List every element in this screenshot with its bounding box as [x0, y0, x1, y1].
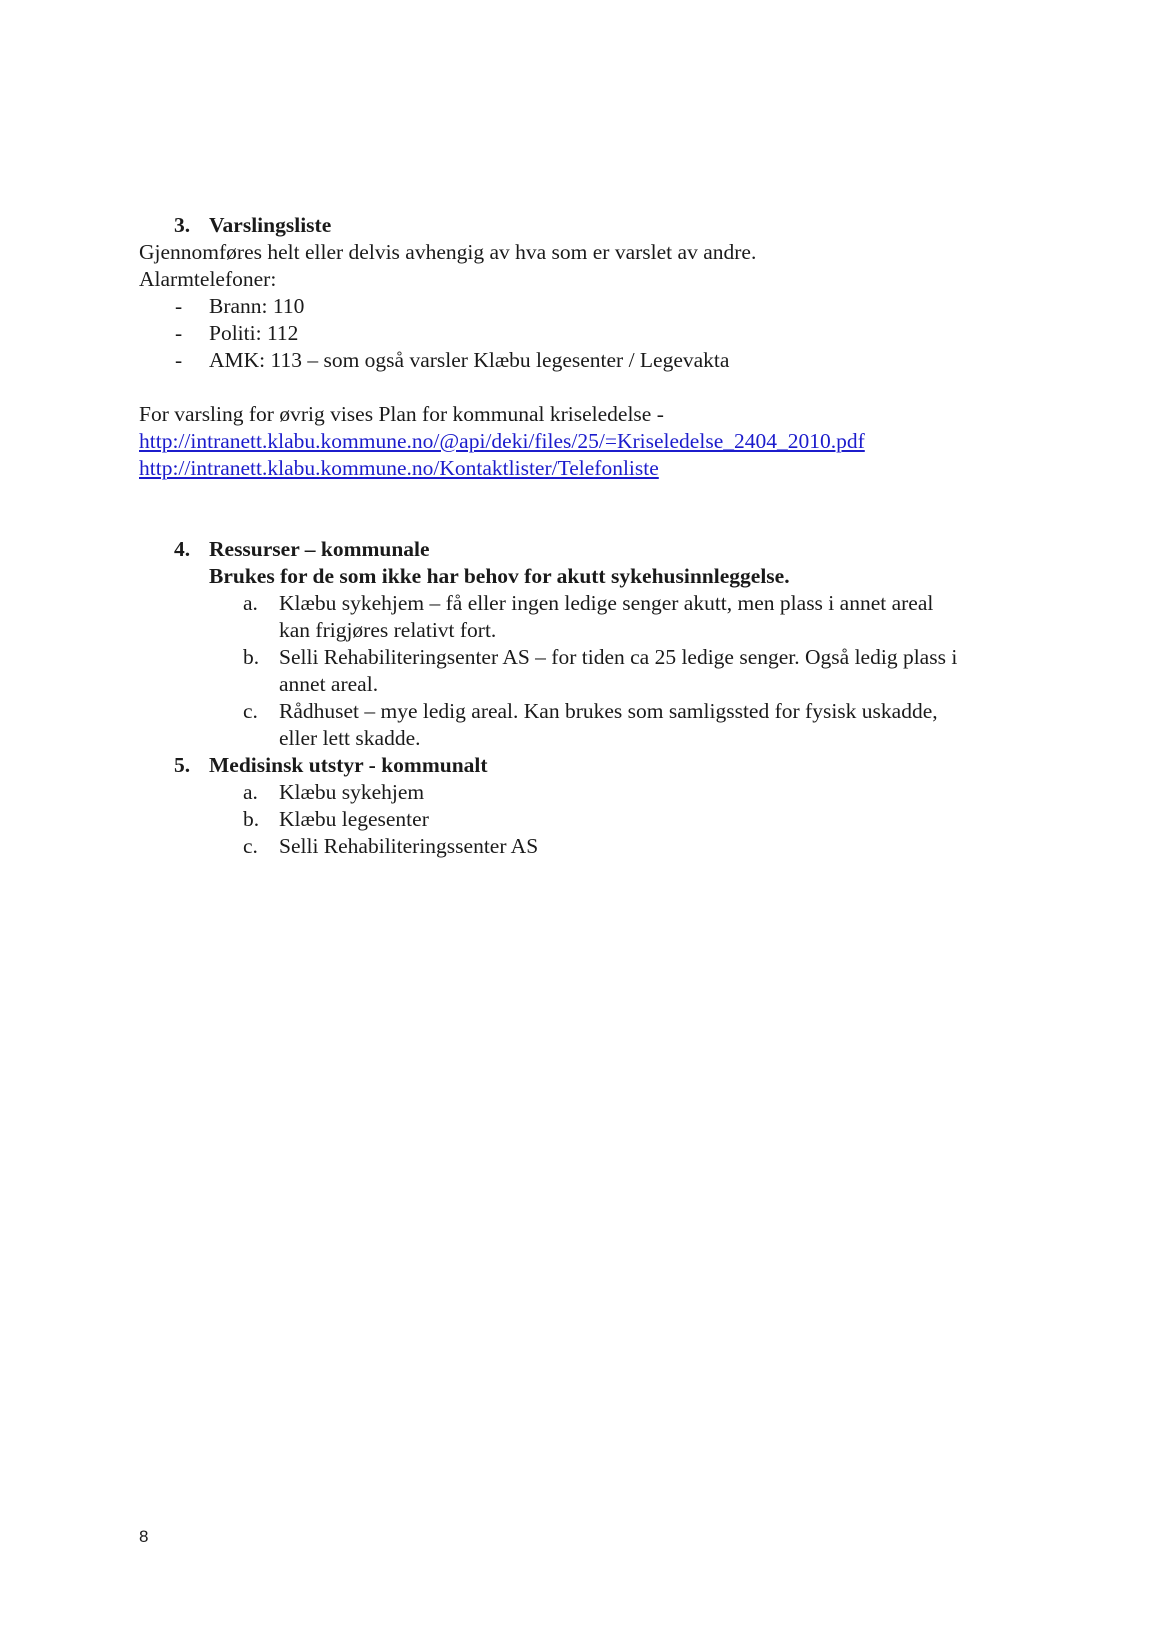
list-item-line: Klæbu sykehjem – få eller ingen ledige senger akutt, men plass i annet areal	[279, 591, 934, 615]
list-item: Klæbu legesenter	[279, 807, 429, 831]
list-item: Selli Rehabiliteringssenter AS	[279, 834, 539, 858]
list-marker: a.	[243, 780, 258, 804]
page-number: 8	[139, 1527, 149, 1546]
list-marker: a.	[243, 591, 258, 615]
section-3-heading: Varslingsliste	[209, 213, 332, 237]
bullet-dash: -	[175, 294, 183, 318]
section-4-subheading: Brukes for de som ikke har behov for akutt sykehusinnleggelse.	[209, 564, 790, 588]
list-item-line: annet areal.	[279, 672, 379, 696]
list-item: Klæbu sykehjem	[279, 780, 425, 804]
bullet-police: Politi: 112	[209, 321, 299, 345]
list-item-line: Rådhuset – mye ledig areal. Kan brukes som samligssted for fysisk uskadde,	[279, 699, 938, 723]
list-marker: c.	[243, 834, 258, 858]
section-3-intro: Gjennomføres helt eller delvis avhengig av hva som er varslet av andre.	[139, 240, 757, 264]
list-item-line: kan frigjøres relativt fort.	[279, 618, 497, 642]
bullet-amk: AMK: 113 – som også varsler Klæbu legesenter / Legevakta	[209, 348, 730, 372]
list-item-line: eller lett skadde.	[279, 726, 421, 750]
section-4-number: 4.	[174, 537, 191, 561]
section-3-number: 3.	[174, 213, 191, 237]
link-kriseledelse-pdf[interactable]: http://intranett.klabu.kommune.no/@api/deki/files/25/=Kriseledelse_2404_2010.pdf	[139, 429, 865, 453]
bullet-fire: Brann: 110	[209, 294, 305, 318]
notice-text: For varsling for øvrig vises Plan for kommunal kriseledelse -	[139, 402, 664, 426]
link-telefonliste[interactable]: http://intranett.klabu.kommune.no/Kontaktlister/Telefonliste	[139, 456, 659, 480]
list-marker: b.	[243, 807, 260, 831]
alarm-phones-label: Alarmtelefoner:	[139, 267, 277, 291]
section-5-number: 5.	[174, 753, 191, 777]
bullet-dash: -	[175, 348, 183, 372]
section-5-heading: Medisinsk utstyr - kommunalt	[209, 753, 488, 777]
list-marker: b.	[243, 645, 260, 669]
list-marker: c.	[243, 699, 258, 723]
section-4-heading: Ressurser – kommunale	[209, 537, 430, 561]
bullet-dash: -	[175, 321, 183, 345]
list-item-line: Selli Rehabiliteringsenter AS – for tiden ca 25 ledige senger. Også ledig plass i	[279, 645, 958, 669]
